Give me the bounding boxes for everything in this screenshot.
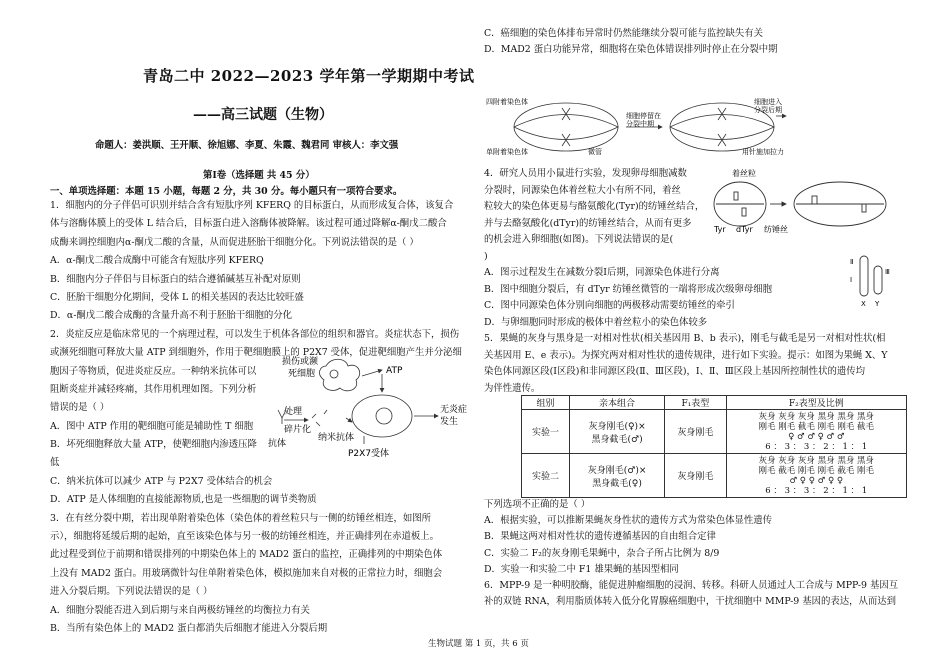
right-top [484, 26, 777, 58]
fig2-label-treat: 处理 [284, 407, 303, 417]
exam-authors: 命题人：姜洪顺、王开顺、徐旭娜、李夏、朱霞、魏君同 审核人：李文强 [95, 140, 399, 151]
text-line: A．根据实验，可以推断果蝇灰身性状的遗传方式为常染色体显性遗传 [484, 515, 773, 527]
text-line: C．图中同源染色体分别向细胞的两极移动需要纺锤丝的牵引 [484, 300, 735, 311]
text-line: 6．MPP-9 是一种明胶酶，能促进肿瘤细胞的浸润、转移。科研人员通过人工合成与 MPP-9 基因互 [484, 579, 899, 591]
fig3-label-e: 微管 [588, 148, 602, 156]
fig2-label-antibody: 抗体 [268, 439, 287, 449]
text-line: 体与溶酶体膜上的受体 L 结合后，目标蛋白进入溶酶体被降解。该过程可通过降解α-酮戊二酸合 [50, 218, 447, 230]
meiosis-figure [712, 166, 894, 236]
th-parents: 亲本组合 [569, 396, 664, 410]
f2-line: 刚毛 截毛 刚毛 刚毛 截毛 刚毛 [758, 465, 875, 476]
fig5-label-II: Ⅱ [850, 258, 854, 266]
fig4-label-spindle: 纺锤丝 [764, 225, 788, 234]
cell-f2 [726, 410, 906, 454]
fig2-label-receptor: P2X7受体 [348, 449, 390, 459]
text-line: 3．在有丝分裂中期，若出现单附着染色体（染色体的着丝粒只与一侧的纺锤丝相连，如图所 [50, 512, 431, 524]
chrom-b2 [862, 204, 866, 212]
fig3-label-d: 分裂中期 [626, 120, 654, 128]
text-line: 2．炎症反应是临床常见的一个病理过程，可以发生于机体各部位的组织和器官。炎症状态下，损伤 [50, 328, 460, 340]
text-line: 分裂时，同源染色体着丝粒大小有所不同，着丝 [484, 184, 681, 196]
fig4-label-tyr: Tyr [714, 225, 726, 234]
text-line: 5．果蝇的灰身与黑身是一对相对性状(相关基因用 B、b 表示)，刚毛与截毛是另一对相对性状(相 [484, 333, 886, 344]
fig3-label-b: 单附着染色体 [486, 148, 528, 156]
text-line: 粒较大的染色体更易与酪氨酸化(Tyr)的纺锤丝结合， [484, 201, 705, 212]
spindle-2 [670, 115, 774, 140]
fig4-label-dtyr: dTyr [736, 225, 753, 234]
text-line: 1．细胞内的分子伴侣可识别并结合含有短肽序列 KFERQ 的目标蛋白，从而形成复合体，该复合 [50, 200, 454, 211]
spindle-1 [514, 115, 618, 140]
text-line: C．癌细胞的染色体排布异常时仍然能继续分裂可能与监控缺失有关 [484, 28, 764, 39]
table-row [522, 410, 907, 454]
exam-title: 青岛二中 2022—2023 学年第一学期期中考试 [143, 67, 475, 85]
fig2-label-nano: 纳米抗体 [318, 433, 355, 443]
parent-line: 黑身截毛(♀) [592, 478, 642, 489]
fig4-label-centromere: 着丝粒 [732, 169, 756, 178]
parent-line: 黑身截毛(♂) [591, 434, 643, 445]
text-line: B．果蝇这两对相对性状的遗传遵循基因的自由组合定律 [484, 531, 716, 543]
inflammation-figure [268, 352, 468, 466]
text-line: 4．研究人员用小鼠进行实验，发现卵母细胞减数 [484, 168, 687, 179]
th-f2: F₂表型及比例 [726, 396, 906, 410]
text-line: D．与卵细胞同时形成的极体中着丝粒小的染色体较多 [484, 316, 708, 328]
text-line: ) [484, 250, 488, 262]
text-line: 补的双链 RNA，利用脂质体转入低分化胃腺癌细胞中，干扰细胞中 MMP-9 基因的表达，从而达到 [484, 596, 896, 608]
part-instructions: 一、单项选择题：本题 15 小题，每题 2 分，共 30 分。每小题只有一项符合要求。 [50, 186, 403, 197]
fig2-label-frag: 碎片化 [284, 425, 312, 435]
f2-line: 灰身 灰身 灰身 黑身 黑身 黑身 [758, 455, 875, 466]
page-footer: 生物试题 第 1 页，共 6 页 [428, 639, 529, 649]
text-line: D．MAD2 蛋白功能异常，细胞将在染色体错误排列时停止在分裂中期 [484, 44, 778, 55]
th-f1: F₁表型 [665, 396, 726, 410]
text-line: B．细胞内分子伴侣与目标蛋白的结合遵循碱基互补配对原则 [50, 273, 301, 285]
text-line: C．纳米抗体可以减少 ATP 与 P2X7 受体结合的机会 [50, 475, 273, 487]
text-line: 错误的是（ ） [50, 402, 110, 414]
fig2-label-atp: ATP [386, 366, 403, 376]
text-line: 关基因用 E、e 表示)。为探究两对相对性状的遗传规律，进行如下实验。提示：如图为果蝇 X、Y [484, 349, 888, 361]
text-line: A．图中 ATP 作用的靶细胞可能是辅助性 T 细胞 [50, 420, 254, 432]
fig5-label-III: Ⅲ [885, 268, 890, 276]
text-line: 进入分裂后期。下列说法错误的是（ ） [50, 586, 213, 598]
th-group: 组别 [522, 396, 570, 410]
text-line: 或濒死细胞可释放大量 ATP 到细胞外，作用于靶细胞膜上的 P2X7 受体，促进靶细胞产生并分泌细 [50, 347, 462, 359]
x-chromosome [860, 256, 868, 296]
parent-line: 灰身刚毛(♀)× [588, 421, 646, 432]
text-line: B．图中细胞分裂后，有 dTyr 纺锤丝微管的一端将形成次级卵母细胞 [484, 283, 773, 295]
text-line: 示），细胞将延缓后期的起始，直至该染色体与另一极的纺锤丝相连，并正确排列在赤道板上。 [50, 531, 440, 543]
text-line: 并与去酪氨酸化(dTyr)的纺锤丝结合，从而有更多 [484, 217, 692, 229]
cell-parents [569, 410, 664, 454]
cell-f1: 灰身刚毛 [665, 410, 726, 454]
text-line: B．坏死细胞释放大量 ATP，使靶细胞内渗透压降 [50, 439, 257, 451]
text-line: 为伴性遗传。 [484, 382, 541, 394]
fig5-label-y: Y [875, 300, 880, 308]
text-line: 低 [50, 457, 60, 469]
text-line: C．实验二 F₂的灰身刚毛果蝇中，杂合子所占比例为 8/9 [484, 547, 720, 559]
f2-line: 6 ： 3 ： 3 ： 2 ： 1 ： 1 [765, 441, 868, 452]
fig2-label-out1: 无炎症 [440, 405, 468, 415]
text-line: 下列选项不正确的是（ ） [484, 499, 591, 510]
chrom-a1 [734, 192, 738, 200]
fig3-label-a: 四附着染色体 [486, 98, 528, 106]
text-line: A．细胞分裂能否进入到后期与来自两极纺锤丝的均衡拉力有关 [50, 604, 310, 616]
text-line: D．α-酮戊二酸合成酶的含量升高不利于胚胎干细胞的分化 [50, 310, 293, 322]
f2-line: ♂ ♀ ♀ ♂ ♀ ♀ [789, 475, 844, 486]
chromosomes-2 [718, 108, 726, 146]
cell-group: 实验二 [522, 454, 570, 498]
fig2-label-out2: 发生 [440, 417, 459, 427]
f2-line: 灰身 灰身 灰身 黑身 黑身 黑身 [758, 411, 875, 422]
fig2-label-damaged1: 损伤或濒 [282, 357, 319, 367]
q5-block [484, 497, 898, 610]
antibody-fragments [312, 410, 327, 426]
fig5-label-x: X [861, 300, 866, 308]
fig5-label-I: Ⅰ [850, 276, 853, 284]
fig2-label-damaged2: 死细胞 [288, 369, 316, 379]
text-line: 的机会进入卵细胞(如图)。下列说法错误的是( [484, 234, 674, 245]
chromosomes-1 [562, 108, 570, 146]
xy-chromosome-figure [848, 252, 894, 308]
text-line: C．胚胎干细胞分化期间，受体 L 的相关基因的表达比较旺盛 [50, 291, 304, 303]
fig3-label-f: 细胞进入 [754, 98, 782, 106]
target-cell [352, 395, 412, 437]
atp-release-arrow [362, 370, 382, 376]
text-line: 阻断炎症并减轻疼痛，其作用机理如图。下列分析 [50, 383, 257, 395]
text-line: 上没有 MAD2 蛋白。用玻璃微针勾住单附着染色体，模拟施加来自对极的正常拉力时，细胞会 [50, 567, 443, 579]
exam-subtitle: ——高三试题（生物） [193, 107, 333, 123]
chrom-a2 [742, 208, 746, 216]
chrom-b1 [812, 196, 817, 204]
cell-group: 实验一 [522, 410, 570, 454]
text-line: A．图示过程发生在减数分裂Ⅰ后期，同源染色体进行分离 [484, 267, 720, 278]
text-line: 成酶来调控细胞内α-酮戊二酸的含量，从而促进胚胎干细胞分化。下列说法错误的是（ ） [50, 236, 419, 248]
text-line: 胞因子等物质，促进炎症反应。一种纳米抗体可以 [50, 365, 257, 377]
nano-arrow [346, 418, 352, 422]
cell-f1: 灰身刚毛 [665, 454, 726, 498]
f2-line: 刚毛 刚毛 截毛 刚毛 刚毛 截毛 [758, 421, 875, 432]
damaged-cell-shape [320, 359, 360, 391]
fig3-label-c: 细胞停留在 [626, 112, 661, 120]
cell-1 [514, 103, 618, 151]
text-line: D．ATP 是人体细胞的直接能源物质,也是一些细胞的调节类物质 [50, 494, 317, 506]
text-line: 此过程受到位于前期和错误排列的中期染色体上的 MAD2 蛋白的监控，正确排列的中期染色体 [50, 549, 443, 561]
y-chromosome [874, 266, 882, 294]
f2-line: 6 ： 3 ： 3 ： 2 ： 1 ： 1 [765, 485, 868, 496]
spindle-figure [486, 96, 786, 158]
genetics-table [521, 395, 907, 498]
text-line: D．实验一和实验二中 F1 雄果蝇的基因型相同 [484, 563, 679, 575]
f2-line: ♀ ♂ ♂ ♀ ♂ ♂ [788, 431, 845, 442]
parent-line: 灰身刚毛(♂)× [587, 465, 647, 476]
target-nucleus [376, 408, 392, 424]
cell-f2 [726, 454, 906, 498]
damaged-nucleus [330, 370, 338, 378]
text-line: 染色体同源区段(Ⅰ区段)和非同源区段(Ⅱ、Ⅲ区段)，Ⅰ、Ⅱ、Ⅲ区段上基因所控制性状的遗传均 [484, 366, 865, 377]
fig3-label-g: 分裂后期 [754, 106, 782, 114]
section-title: 第Ⅰ卷（选择题 共 45 分） [203, 170, 315, 181]
fig3-label-h: 用针施加拉力 [742, 148, 784, 156]
cell-parents [569, 454, 664, 498]
text-line: B．当所有染色体上的 MAD2 蛋白都消失后细胞才能进入分裂后期 [50, 622, 328, 634]
table-row [522, 454, 907, 498]
text-line: A．α-酮戊二酸合成酶中可能含有短肽序列 KFERQ [50, 255, 264, 267]
